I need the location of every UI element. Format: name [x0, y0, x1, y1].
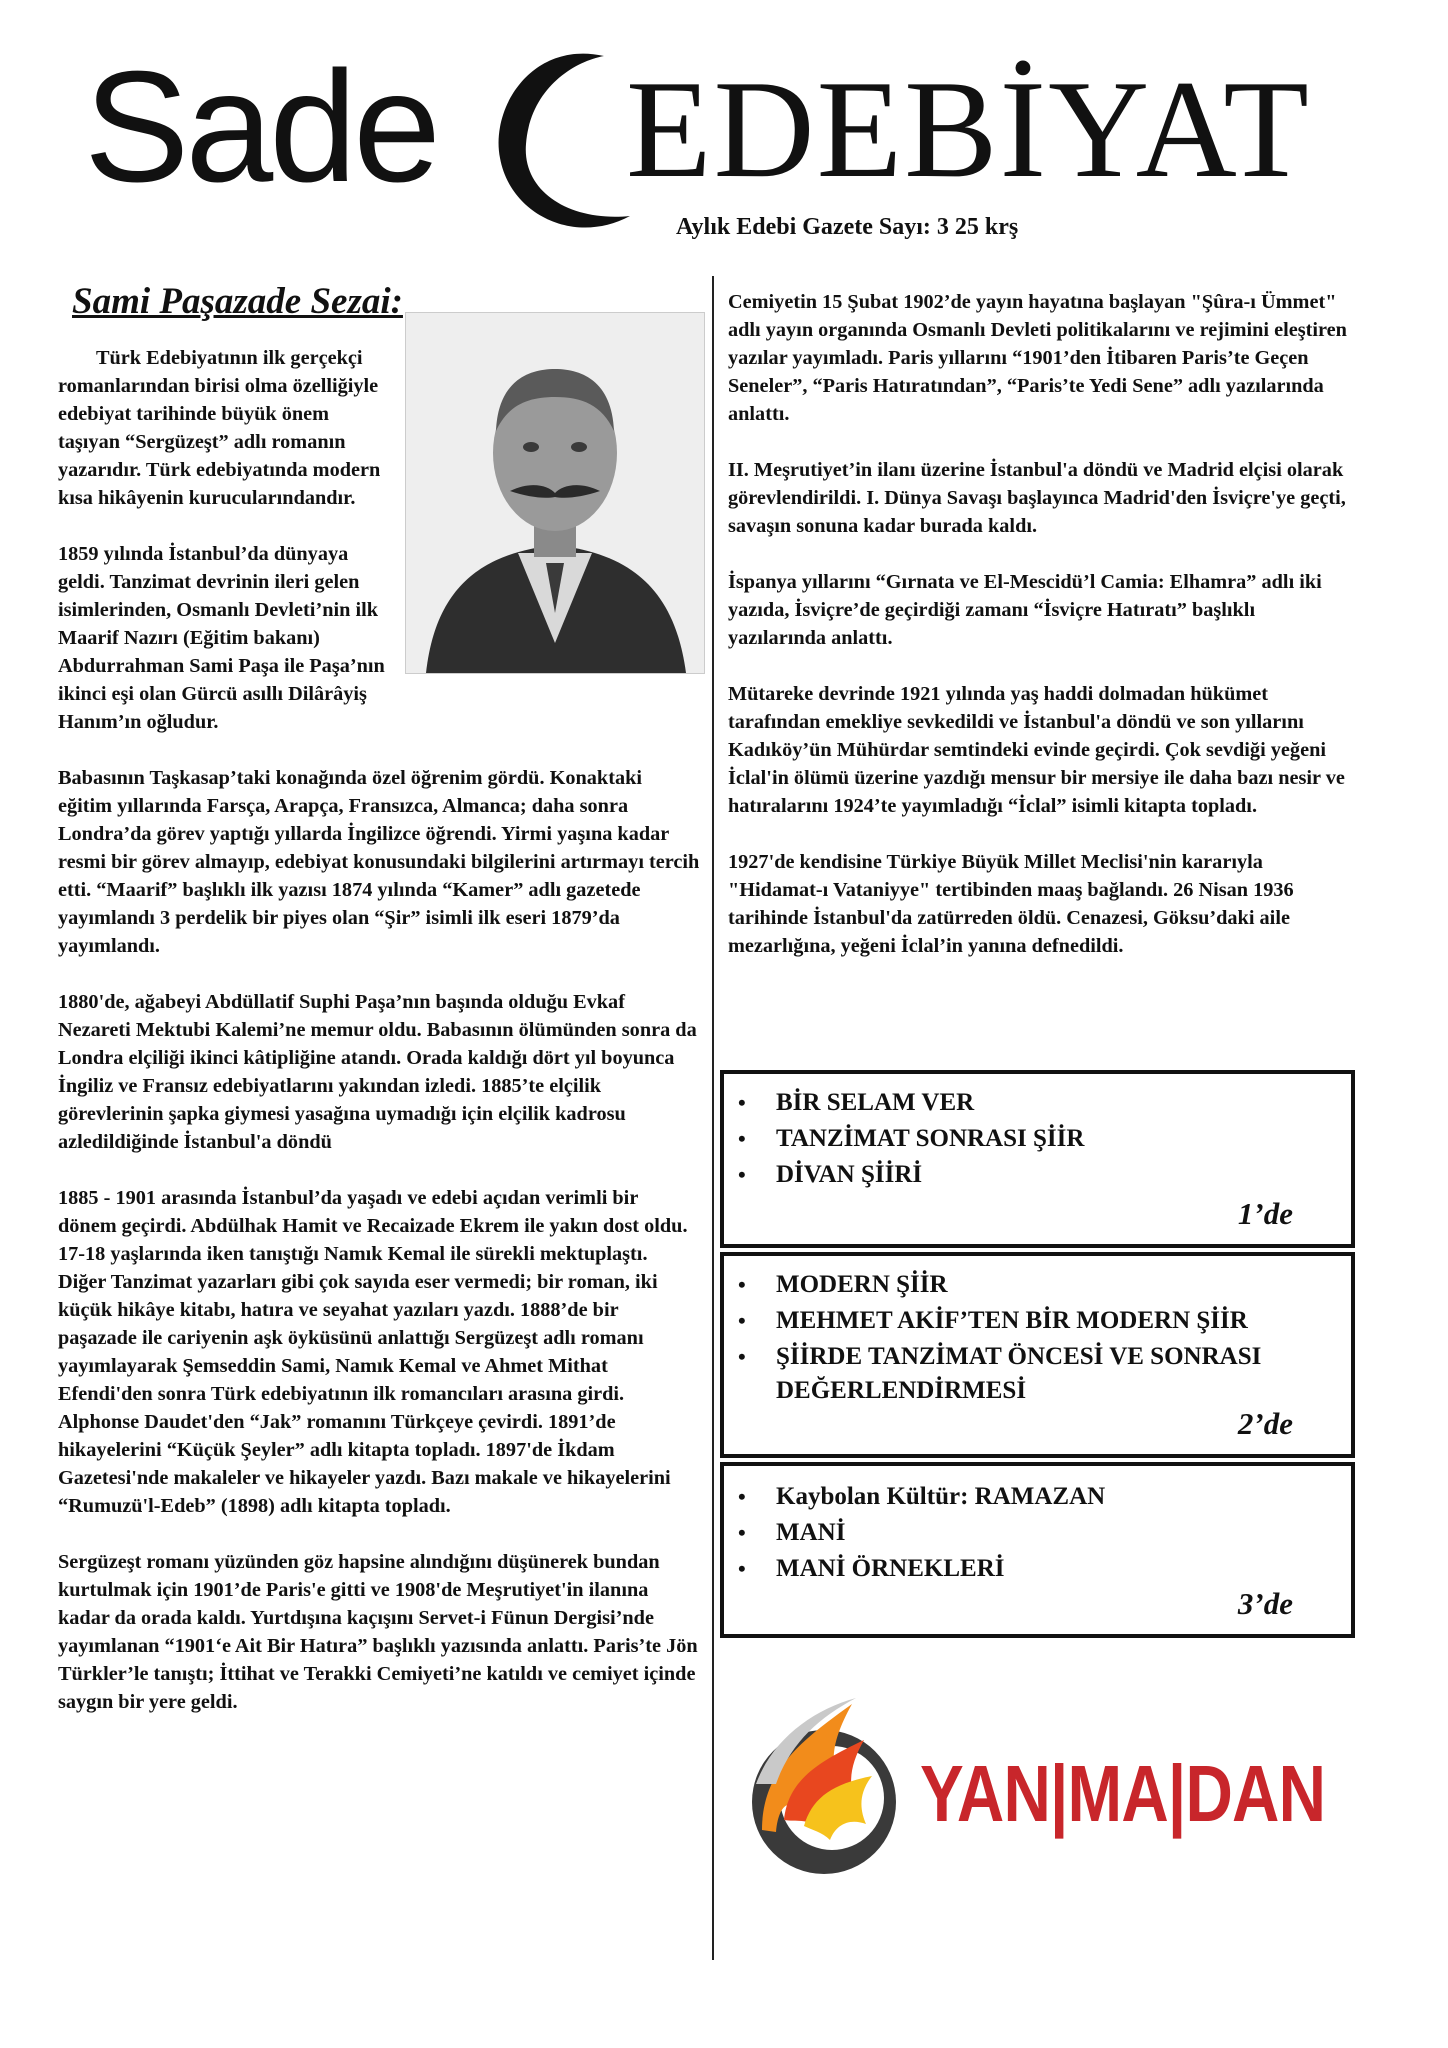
contents-item[interactable]: • MANİ	[724, 1516, 1351, 1550]
article-paragraph: Babasının Taşkasap’taki konağında özel öğrenim gördü. Konaktaki eğitim yıllarında Farsça, Arapça, Fransızca, Almanca; daha sonra Londra’da görev yaptığı yıllarda İngilizce öğrendi. Yirmi yaşına kadar resmi bir görev almayıp, edebiyat konusundaki bilgilerini artırmayı tercih etti. “Maarif” başlıklı ilk yazısı 1874 yılında “Kamer” adlı gazetede yayımlandı 3 perdelik bir piyes olan “Şir” isimli ilk eseri 1879’da yayımlandı.	[58, 767, 700, 958]
advertisement	[728, 1678, 1348, 1898]
advertisement-wordmark: YAN|MA|DAN	[920, 1749, 1326, 1838]
portrait-illustration	[406, 313, 704, 673]
article-paragraph: 1880'de, ağabeyi Abdüllatif Suphi Paşa’nın başında olduğu Evkaf Nezareti Mektubi Kalemi’ne memur oldu. Babasının ölümünden sonra da Londra elçiliği ikinci kâtipliğine atandı. Orada kaldığı dört yıl boyunca İngiliz ve Fransız edebiyatlarını yakından izledi. 1885’te elçilik görevlerinin şapka giymesi yasağına uymadığı için elçilik kadrosu azledildiğinde İstanbul'a döndü	[58, 991, 697, 1154]
masthead	[80, 40, 1380, 250]
contents-box-page-1	[720, 1070, 1355, 1248]
article-paragraph: Cemiyetin 15 Şubat 1902’de yayın hayatına başlayan "Şûra-ı Ümmet" adlı yayın organında Osmanlı Devleti politikalarını ve rejimini eleştiren yazılar yayımladı. Paris yıllarını “1901’den İtibaren Paris’te Geçen Seneler”, “Paris Hatıratından”, “Paris’te Yedi Sene” adlı yazılarında anlattı.	[728, 291, 1347, 425]
masthead-brand-left: Sade	[84, 39, 438, 215]
masthead-brand-right: EDEBİYAT	[626, 52, 1311, 207]
article-paragraph: II. Meşrutiyet’in ilanı üzerine İstanbul'a döndü ve Madrid elçisi olarak görevlendirildi. I. Dünya Savaşı başlayınca Madrid'den İsviçre'ye geçti, savaşın sonuna kadar burada kaldı.	[728, 459, 1346, 537]
contents-item[interactable]: • BİR SELAM VER	[724, 1086, 1351, 1120]
crescent-logo-icon	[492, 46, 642, 236]
contents-box-page-2	[720, 1252, 1355, 1458]
contents-page-ref: 3’de	[1237, 1586, 1293, 1621]
right-column	[728, 288, 1356, 988]
article-paragraph: 1927'de kendisine Türkiye Büyük Millet Meclisi'nin kararıyla "Hidamat-ı Vataniyye" tertibinden maaş bağlandı. 26 Nisan 1936 tarihinde İstanbul'da zatürreden öldü. Cenazesi, Göksu’daki aile mezarlığına, yeğeni İclal’in yanına defnedildi.	[728, 851, 1294, 957]
left-column	[58, 280, 700, 1744]
article-paragraph: 1885 - 1901 arasında İstanbul’da yaşadı ve edebi açıdan verimli bir dönem geçirdi. Abdülhak Hamit ve Recaizade Ekrem ile yakın dost oldu. 17-18 yaşlarında iken tanıştığı Namık Kemal ile sürekli mektuplaştı. Diğer Tanzimat yazarları gibi çok sayıda eser vermedi; bir roman, iki küçük hikâye kitabı, hatıra ve seyahat yazıları yazdı. 1888’de bir paşazade ile cariyenin aşk öyküsünü anlattığı Sergüzeşt adlı romanı yayımlayarak Şemseddin Sami, Namık Kemal ve Ahmet Mithat Efendi'den sonra Türk edebiyatının ilk romancıları arasına girdi. Alphonse Daudet'den “Jak” romanını Türkçeye çevirdi. 1891’de hikayelerini “Küçük Şeyler” adlı kitapta topladı. 1897'de İkdam Gazetesi'nde makaleler ve hikayeler yazdı. Bazı makale ve hikayelerini “Rumuzü'l-Edeb” (1898) adlı kitapta topladı.	[58, 1187, 688, 1518]
contents-page-ref: 1’de	[1237, 1196, 1293, 1231]
contents-item[interactable]: • MANİ ÖRNEKLERİ	[724, 1552, 1351, 1586]
portrait-photo	[405, 312, 705, 674]
article-paragraph: Türk Edebiyatının ilk gerçekçi romanlarından birisi olma özelliğiyle edebiyat tarihinde büyük önem taşıyan “Sergüzeşt” adlı romanın yazarıdır. Türk edebiyatında modern kısa hikâyenin kurucularındandır.	[58, 347, 381, 510]
article-paragraph: İspanya yıllarını “Gırnata ve El-Mescidü’l Camia: Elhamra” adlı iki yazıda, İsviçre’de geçirdiği zamanı “İsviçre Hatıratı” başlıklı yazılarında anlattı.	[728, 571, 1322, 649]
contents-item[interactable]: • MEHMET AKİF’TEN BİR MODERN ŞİİR	[724, 1304, 1351, 1338]
article-title: Sami Paşazade Sezai:	[72, 281, 403, 322]
contents-page-ref: 2’de	[1237, 1406, 1293, 1441]
article-paragraph: 1859 yılında İstanbul’da dünyaya geldi. Tanzimat devrinin ileri gelen isimlerinden, Osmanlı Devleti’nin ilk Maarif Nazırı (Eğitim bakanı) Abdurrahman Sami Paşa ile Paşa’nın ikinci eşi olan Gürcü asıllı Dilârâyiş Hanım’ın oğludur.	[58, 543, 385, 734]
article-paragraph: Mütareke devrinde 1921 yılında yaş haddi dolmadan hükümet tarafından emekliye sevkedildi ve İstanbul'a döndü ve son yıllarını Kadıköy’ün Mühürdar semtindeki evinde geçirdi. Çok sevdiği yeğeni İclal'in ölümü üzerine yazdığı mensur bir mersiye ile daha bazı nesir ve hatıralarını 1924’te yayımladığı “İclal” isimli kitapta topladı.	[728, 683, 1345, 817]
flame-logo-icon	[732, 1680, 912, 1890]
article-paragraph: Sergüzeşt romanı yüzünden göz hapsine alındığını düşünerek bundan kurtulmak için 1901’de Paris'e gitti ve 1908'de Meşrutiyet'in ilanına kadar da orada kaldı. Yurtdışına kaçışını Servet-i Fünun Dergisi’nde yayımlanan “1901‘e Ait Bir Hatıra” başlıklı yazısında anlattı. Paris’te Jön Türkler’le tanıştı; İttihat ve Terakki Cemiyeti’ne katıldı ve cemiyet içinde saygın bir yere geldi.	[58, 1551, 698, 1714]
contents-item[interactable]: • MODERN ŞİİR	[724, 1268, 1351, 1302]
contents-item[interactable]: • Kaybolan Kültür: RAMAZAN	[724, 1480, 1351, 1514]
contents-box-page-3	[720, 1462, 1355, 1638]
masthead-subtitle: Aylık Edebi Gazete Sayı: 3 25 krş	[676, 214, 1019, 240]
column-divider	[712, 276, 714, 1960]
contents-item[interactable]: • TANZİMAT SONRASI ŞİİR	[724, 1122, 1351, 1156]
contents-item[interactable]: • ŞİİRDE TANZİMAT ÖNCESİ VE SONRASI DEĞERLENDİRMESİ	[724, 1340, 1351, 1408]
contents-item[interactable]: • DİVAN ŞİİRİ	[724, 1158, 1351, 1192]
